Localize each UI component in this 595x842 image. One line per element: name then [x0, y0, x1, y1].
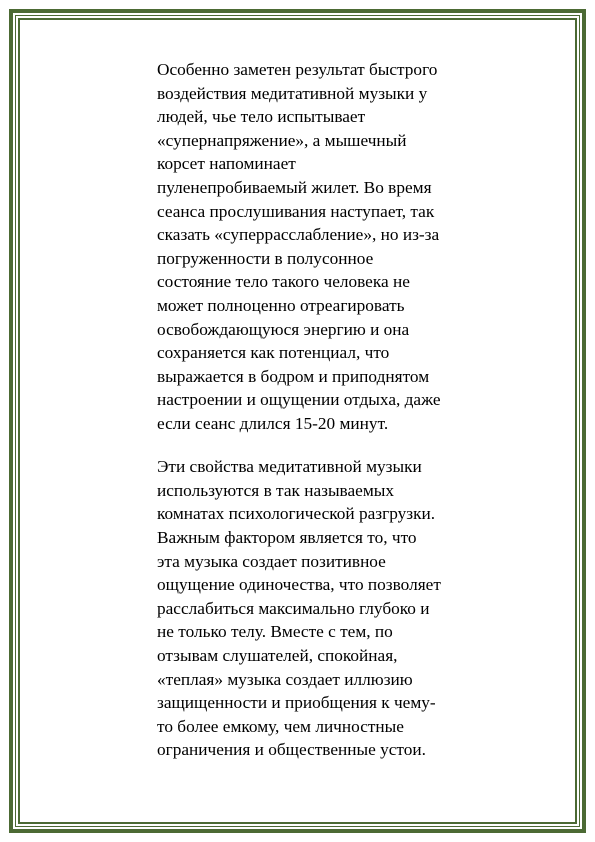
- paragraph-2: Эти свойства медитативной музыки используются в так называемых комнатах психологической разгрузки. Важным фактором является то, что эта музыка создает позитивное ощущение одиночества, что позволяет расслабиться максимально глубоко и не только телу. Вместе с тем, по отзывам слушателей, спокойная, «теплая» музыка создает иллюзию защищенности и приобщения к чему- то более емкому, чем личностные ограничения и общественные устои.: [157, 457, 441, 760]
- document-body: [157, 58, 487, 762]
- paragraph-1: Особенно заметен результат быстрого воздействия медитативной музыки у людей, чье тело испытывает «супернапряжение», а мышечный корсет напоминает пуленепробиваемый жилет. Во время сеанса прослушивания наступает, так сказать «суперрасслабление», но из-за погруженности в полусонное состояние тело такого человека не может полноценно отреагировать освобождающуюся энергию и она сохраняется как потенциал, что выражается в бодром и приподнятом настроении и ощущении отдыха, даже если сеанс длился 15-20 минут.: [157, 60, 441, 433]
